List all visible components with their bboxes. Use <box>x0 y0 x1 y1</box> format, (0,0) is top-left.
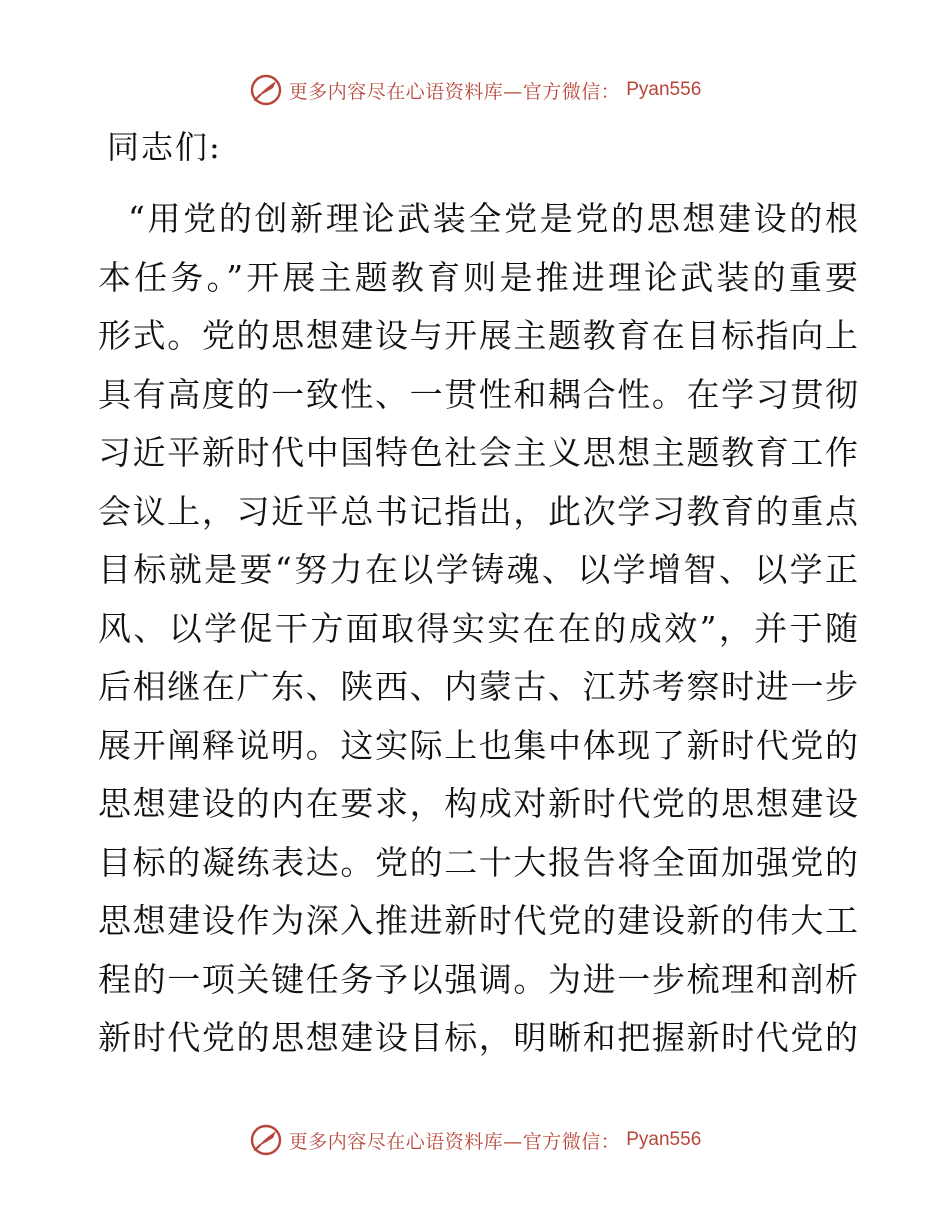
text-line: 思想建设作为深入推进新时代党的建设新的伟大工 <box>98 901 858 940</box>
footer-banner <box>0 1120 950 1160</box>
salutation: 同志们: <box>107 128 222 166</box>
banner-text: 更多内容尽在心语资料库—官方微信： <box>288 1130 621 1153</box>
pen-nib-logo-icon <box>249 73 283 107</box>
text-line: 形式。党的思想建设与开展主题教育在目标指向上 <box>98 316 858 355</box>
text-line: 思想建设的内在要求，构成对新时代党的思想建设 <box>98 784 858 823</box>
text-line: 后相继在广东、陕西、内蒙古、江苏考察时进一步 <box>98 667 858 706</box>
text-line: 本任务。”开展主题教育则是推进理论武装的重要 <box>98 257 858 297</box>
wechat-id: Pyan556 <box>626 79 702 100</box>
text-line: “用党的创新理论武装全党是党的思想建设的根 <box>128 199 858 238</box>
text-line: 程的一项关键任务予以强调。为进一步梳理和剖析 <box>98 959 858 999</box>
header-banner <box>0 70 950 110</box>
document-body <box>98 194 858 1072</box>
text-line: 会议上，习近平总书记指出，此次学习教育的重点 <box>98 491 858 531</box>
text-line: 目标的凝练表达。党的二十大报告将全面加强党的 <box>98 842 858 882</box>
text-line: 风、以学促干方面取得实实在在的成效”，并于随 <box>98 608 858 648</box>
text-line: 习近平新时代中国特色社会主义思想主题教育工作 <box>98 433 858 472</box>
text-line: 具有高度的一致性、一贯性和耦合性。在学习贯彻 <box>98 374 858 414</box>
text-line: 新时代党的思想建设目标，明晰和把握新时代党的 <box>98 1018 858 1057</box>
wechat-id: Pyan556 <box>626 1129 702 1150</box>
text-line: 展开阐释说明。这实际上也集中体现了新时代党的 <box>98 725 858 765</box>
text-line: 目标就是要“努力在以学铸魂、以学增智、以学正 <box>98 550 858 589</box>
banner-text: 更多内容尽在心语资料库—官方微信： <box>288 80 621 103</box>
pen-nib-logo-icon <box>249 1123 283 1157</box>
